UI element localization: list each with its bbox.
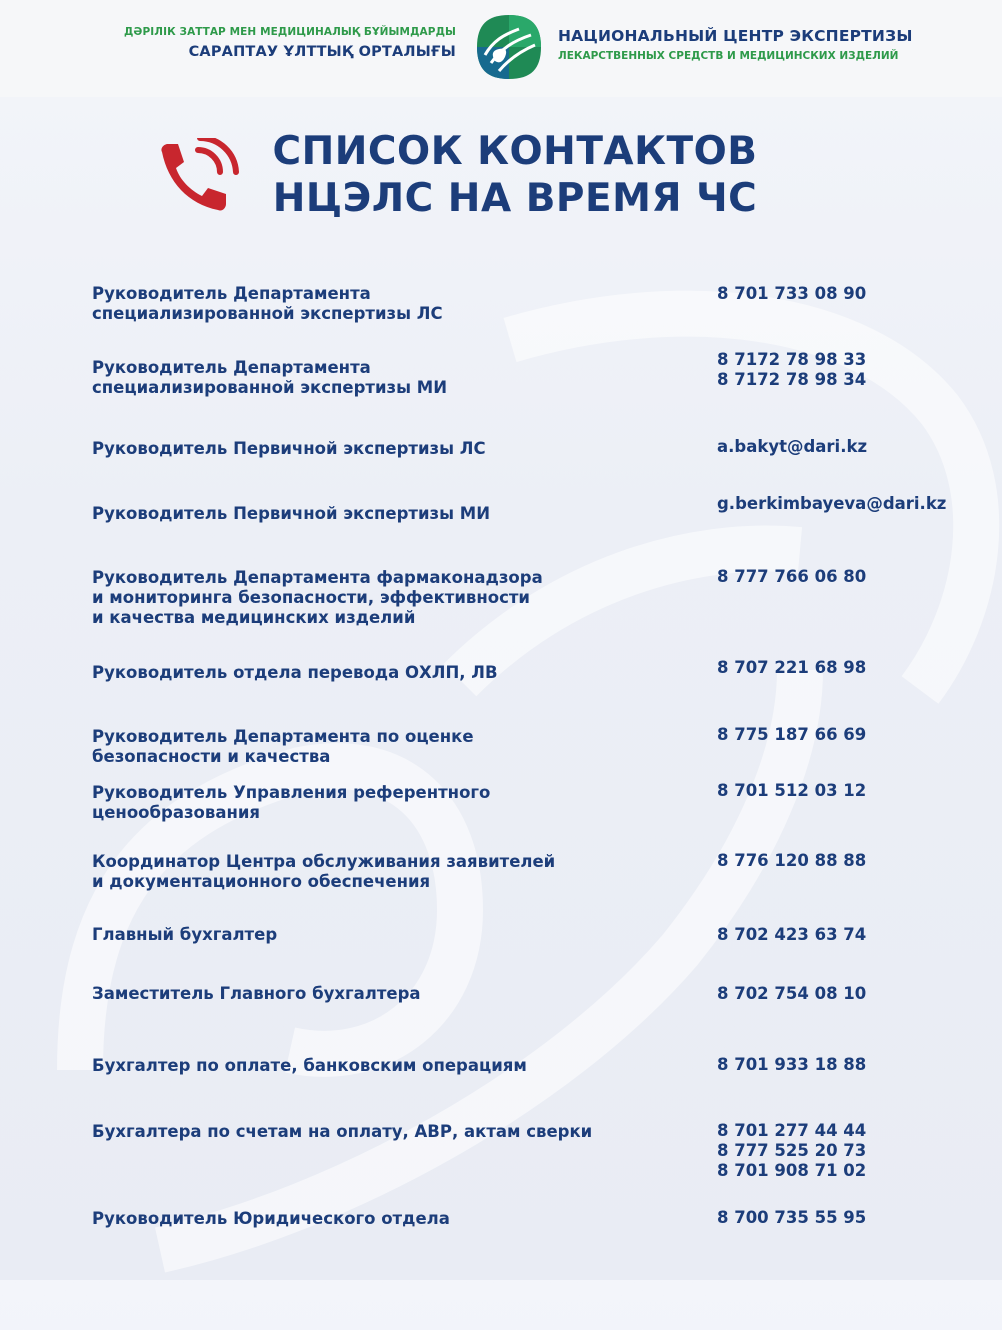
header-russian-line1: НАЦИОНАЛЬНЫЙ ЦЕНТР ЭКСПЕРТИЗЫ bbox=[558, 27, 913, 45]
contact-value: 8 701 512 03 12 bbox=[717, 781, 867, 800]
contact-value: a.bakyt@dari.kz bbox=[717, 437, 868, 456]
contact-role: Руководитель Юридического отдела bbox=[92, 1209, 450, 1228]
contact-role: Руководитель Первичной экспертизы МИ bbox=[92, 504, 491, 523]
contact-role: Координатор Центра обслуживания заявителей и документационного обеспечения bbox=[92, 852, 556, 891]
ndcems-logo bbox=[473, 11, 545, 83]
header-band bbox=[0, 0, 1002, 97]
contact-value: 8 701 733 08 90 bbox=[717, 284, 867, 303]
title-line1: СПИСОК КОНТАКТОВ bbox=[272, 129, 758, 174]
phone-icon bbox=[152, 138, 242, 220]
header-kazakh-line2: САРАПТАУ ҰЛТТЫҚ ОРТАЛЫҒЫ bbox=[188, 44, 456, 60]
contact-role: Руководитель отдела перевода ОХЛП, ЛВ bbox=[92, 663, 498, 682]
contact-value: g.berkimbayeva@dari.kz bbox=[717, 494, 947, 513]
header-russian-name bbox=[558, 27, 913, 62]
contact-role: Главный бухгалтер bbox=[92, 925, 278, 944]
contact-value: 8 777 766 06 80 bbox=[717, 567, 867, 586]
contact-role: Руководитель Управления референтного ценообразования bbox=[92, 783, 491, 822]
title-line2: НЦЭЛС НА ВРЕМЯ ЧС bbox=[272, 176, 758, 221]
contact-value: 8 701 277 44 44 8 777 525 20 73 8 701 908 71 02 bbox=[717, 1121, 867, 1180]
contact-role: Бухгалтера по счетам на оплату, АВР, актам сверки bbox=[92, 1122, 593, 1141]
contact-value: 8 776 120 88 88 bbox=[717, 851, 867, 870]
contact-value: 8 702 423 63 74 bbox=[717, 925, 867, 944]
contact-value: 8 707 221 68 98 bbox=[717, 658, 867, 677]
contact-role: Руководитель Департамента по оценке безопасности и качества bbox=[92, 727, 474, 766]
page-title bbox=[250, 128, 780, 222]
contact-value: 8 702 754 08 10 bbox=[717, 984, 867, 1003]
contact-role: Руководитель Департамента фармаконадзора и мониторинга безопасности, эффективности и качества медицинских изделий bbox=[92, 568, 543, 627]
header-russian-line2: ЛЕКАРСТВЕННЫХ СРЕДСТВ И МЕДИЦИНСКИХ ИЗДЕЛИЙ bbox=[558, 50, 899, 62]
contact-value: 8 700 735 55 95 bbox=[717, 1208, 867, 1227]
contact-role: Руководитель Департамента специализированной экспертизы ЛС bbox=[92, 284, 443, 323]
contact-role: Бухгалтер по оплате, банковским операциям bbox=[92, 1056, 527, 1075]
contact-value: 8 775 187 66 69 bbox=[717, 725, 867, 744]
contact-role: Руководитель Первичной экспертизы ЛС bbox=[92, 439, 486, 458]
contact-value: 8 701 933 18 88 bbox=[717, 1055, 867, 1074]
header-kazakh-name bbox=[124, 26, 456, 60]
contact-value: 8 7172 78 98 33 8 7172 78 98 34 bbox=[717, 350, 867, 389]
contact-role: Руководитель Департамента специализированной экспертизы МИ bbox=[92, 358, 448, 397]
contact-role: Заместитель Главного бухгалтера bbox=[92, 984, 421, 1003]
header-kazakh-line1: ДӘРІЛІК ЗАТТАР МЕН МЕДИЦИНАЛЫҚ БҰЙЫМДАРДЫ bbox=[123, 26, 456, 38]
